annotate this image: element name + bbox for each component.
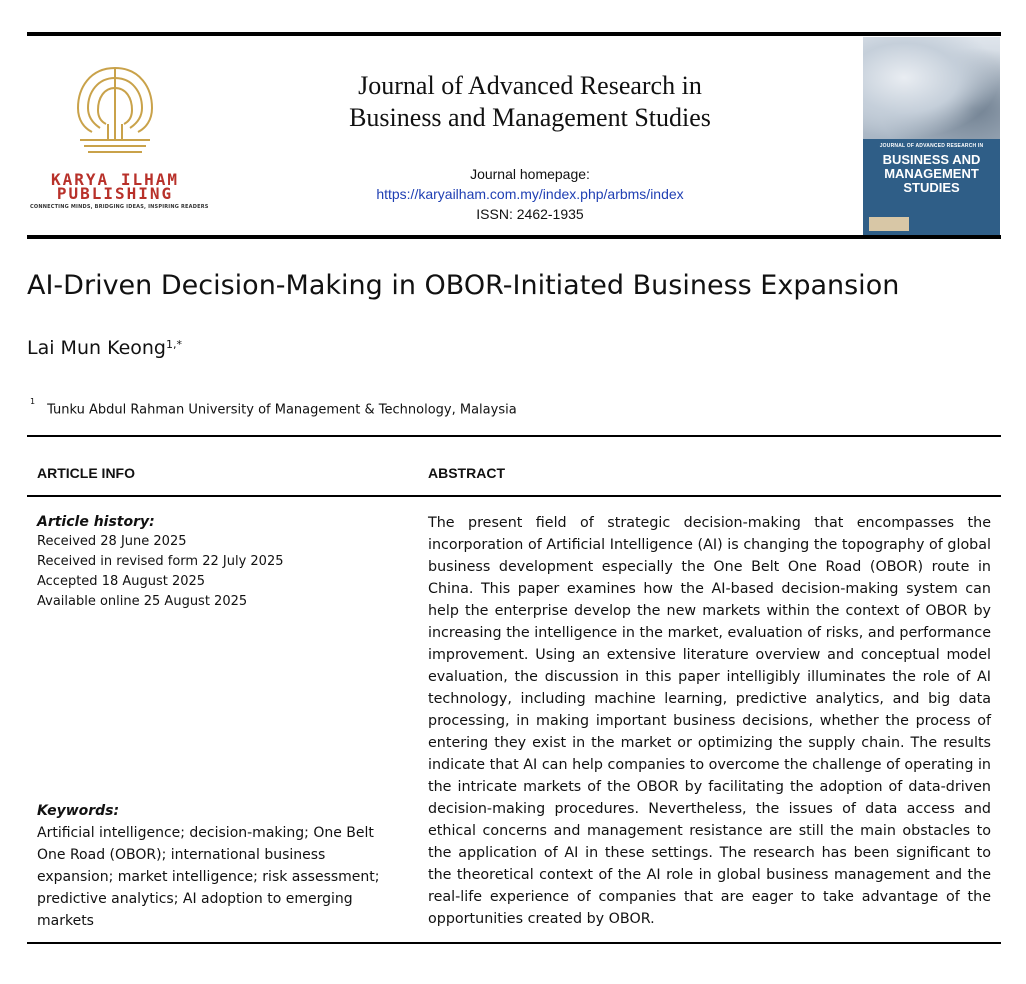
author-affiliation bbox=[30, 396, 517, 420]
info-top-rule bbox=[27, 435, 1001, 437]
header-top-rule bbox=[27, 32, 1001, 36]
header-bottom-rule bbox=[27, 235, 1001, 239]
info-heading-rule bbox=[27, 495, 1001, 497]
article-title: AI-Driven Decision-Making in OBOR-Initiated Business Expansion bbox=[27, 270, 900, 301]
author-affiliation-marker: 1,* bbox=[166, 338, 182, 351]
keywords-label: Keywords: bbox=[37, 803, 120, 819]
cover-big-title-line3: STUDIES bbox=[903, 180, 960, 195]
journal-cover-image bbox=[863, 37, 1000, 235]
publisher-name-line1: KARYA ILHAM bbox=[51, 170, 179, 189]
abstract-heading: ABSTRACT bbox=[428, 465, 505, 481]
journal-homepage-link[interactable]: https://karyailham.com.my/index.php/arbms/index bbox=[376, 186, 684, 202]
cover-big-title bbox=[863, 153, 1000, 195]
journal-homepage-label: Journal homepage: bbox=[470, 166, 590, 182]
cover-publisher-mark bbox=[869, 217, 909, 231]
publisher-logo-mark-icon bbox=[70, 60, 160, 165]
author-name: Lai Mun Keong bbox=[27, 337, 166, 359]
journal-issn: ISSN: 2462-1935 bbox=[476, 206, 584, 222]
article-history-label: Article history: bbox=[37, 514, 155, 530]
history-accepted: Accepted 18 August 2025 bbox=[37, 574, 206, 589]
keywords-text: Artificial intelligence; decision-making; One Belt One Road (OBOR); international business expansion; market intelligence; risk assessment; predictive analytics; AI adoption to emerging markets bbox=[37, 825, 380, 929]
publisher-name-line2: PUBLISHING bbox=[56, 184, 174, 203]
cover-big-title-line2: MANAGEMENT bbox=[884, 166, 979, 181]
affiliation-text: Tunku Abdul Rahman University of Management & Technology, Malaysia bbox=[47, 402, 517, 418]
affiliation-number: 1 bbox=[30, 397, 36, 406]
keywords-block bbox=[37, 800, 397, 932]
article-history bbox=[37, 512, 284, 612]
cover-photo bbox=[863, 37, 1000, 139]
journal-title bbox=[300, 70, 760, 134]
publisher-logo bbox=[30, 60, 209, 220]
abstract-text: The present field of strategic decision-making that encompasses the incorporation of Artificial Intelligence (AI) is changing the topography of global business development especially the One Belt One Road (OBOR) route in China. This paper examines how the AI-based decision-making system can help the enterprise develop the new markets within the context of OBOR by increasing the intelligence in the market, evaluation of risks, and performance improvement. Using an extensive literature overview and conceptual model evaluation, the discussion in this paper intelligibly illuminates the role of AI technology, including machine learning, predictive analytics, and big data processing, in making important business decisions, whether the process of entering they exist in the market or optimizing the supply chain. The results indicate that AI can help companies to overcome the challenge of operating in the intricate markets of the OBOR by facilitating the adoption of data-driven decision-making procedures. Nevertheless, the issues of data access and ethical concerns and management resistance are still the main obstacles to the application of AI in these settings. The research has been significant to the theoretical context of the AI role in global business management and the real-life experience of companies that are eager to take advantage of the opportunities created by OBOR. bbox=[428, 515, 991, 927]
history-online: Available online 25 August 2025 bbox=[37, 594, 248, 609]
info-bottom-rule bbox=[27, 942, 1001, 944]
history-revised: Received in revised form 22 July 2025 bbox=[37, 554, 284, 569]
journal-title-line1: Journal of Advanced Research in bbox=[358, 71, 702, 100]
article-info-heading: ARTICLE INFO bbox=[37, 465, 135, 481]
journal-title-line2: Business and Management Studies bbox=[349, 103, 711, 132]
history-received: Received 28 June 2025 bbox=[37, 534, 187, 549]
article-author bbox=[27, 334, 182, 362]
cover-big-title-line1: BUSINESS AND bbox=[882, 152, 981, 167]
publisher-tagline: CONNECTING MINDS, BRIDGING IDEAS, INSPIRING READERS bbox=[30, 204, 209, 210]
journal-meta bbox=[300, 164, 760, 224]
cover-small-title: JOURNAL OF ADVANCED RESEARCH IN bbox=[879, 143, 984, 149]
